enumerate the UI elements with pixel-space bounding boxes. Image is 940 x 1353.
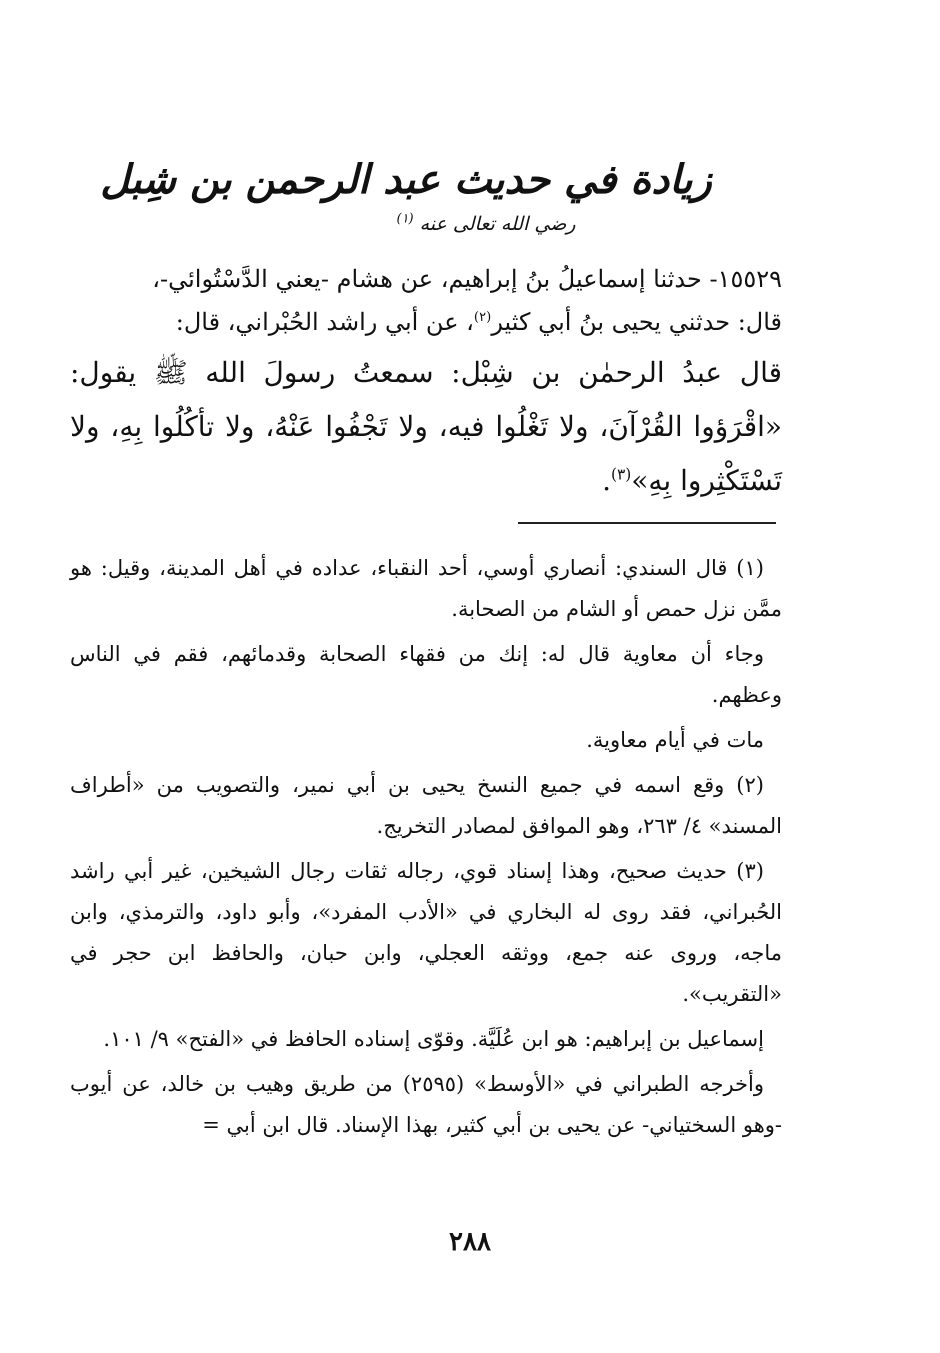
footnote-ref-2: (٢) <box>473 310 492 325</box>
page-number: ٢٨٨ <box>449 1227 491 1257</box>
footnote-3-cont: وأخرجه الطبراني في «الأوسط» (٢٥٩٥) من طريق وهيب بن خالد، عن أيوب -وهو السختياني- عن يحيى بن أبي كثير، بهذا الإسناد. قال ابن أبي = <box>70 1072 782 1137</box>
footnote-2: (٢) وقع اسمه في جميع النسخ يحيى بن أبي نمير، والتصويب من «أطراف المسند» ٤/ ٢٦٣، وهو الموافق لمصادر التخريج. <box>70 773 782 838</box>
footnote-1-cont: مات في أيام معاوية. <box>586 728 764 752</box>
footnote-1-cont: وجاء أن معاوية قال له: إنك من فقهاء الصحابة وقدمائهم، فقم في الناس وعظهم. <box>70 642 782 707</box>
footnote-3-cont: إسماعيل بن إبراهيم: هو ابن عُلَيَّة. وقوّى إسناده الحافظ في «الفتح» ٩/ ١٠١. <box>103 1027 764 1051</box>
isnad-line-1: ١٥٥٢٩- حدثنا إسماعيلُ بنُ إبراهيم، عن هشام -يعني الدَّسْتُوائي-، <box>152 265 782 293</box>
section-title: زيادة في حديث عبد الرحمن بن شِبل <box>100 156 712 203</box>
footnote-1: (١) قال السندي: أنصاري أوسي، أحد النقباء، عداده في أهل المدينة، وقيل: هو ممَّن نزل حمص أو الشام من الصحابة. <box>70 556 782 621</box>
isnad-line-2b: ، عن أبي راشد الحُبْراني، قال: <box>175 308 474 336</box>
section-subtitle <box>70 210 782 238</box>
page-body <box>70 150 782 1150</box>
footnote-separator <box>518 522 776 524</box>
footnote-ref-1: (١) <box>396 211 414 227</box>
footnote-ref-3: (٣) <box>610 465 632 484</box>
hadith-isnad <box>70 258 782 344</box>
footnotes <box>70 548 782 1146</box>
matn-text: قال عبدُ الرحمٰن بن شِبْل: سمعتُ رسولَ الله ﷺ يقول: «اقْرَؤوا القُرْآنَ، ولا تَغْلُوا فيه، ولا تَجْفُوا عَنْهُ، ولا تأكُلُوا بِهِ، ولا تَسْتَكْثِروا بِهِ» <box>70 356 783 497</box>
hadith-matn <box>70 346 782 508</box>
footnote-3: (٣) حديث صحيح، وهذا إسناد قوي، رجاله ثقات رجال الشيخين، غير أبي راشد الحُبراني، فقد روى له البخاري في «الأدب المفرد»، وأبو داود، والترمذي، وابن ماجه، وروى عنه جمع، ووثقه العجلي، وابن حبان، والحافظ ابن حجر في «التقريب». <box>70 859 782 1006</box>
isnad-line-2a: قال: حدثني يحيى بنُ أبي كثير <box>491 308 782 336</box>
matn-end: . <box>602 464 611 497</box>
subtitle-text: رضي الله تعالى عنه <box>419 213 576 235</box>
